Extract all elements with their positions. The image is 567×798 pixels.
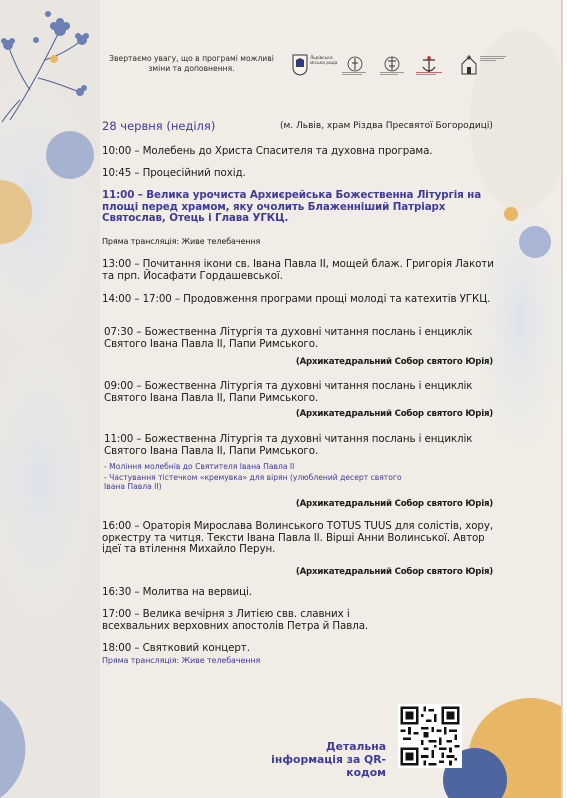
cathedral-emblem-icon [460,48,478,82]
anchor-cross-emblem-icon [420,48,438,82]
cathedral-label: (Архикатедральний Собор святого Юрія) [295,567,493,577]
cathedral-label: (Архикатедральний Собор святого Юрія) [295,409,493,419]
broadcast-note: Пряма трансляція: Живе телебачення [102,656,261,665]
church-emblem-caption [342,72,368,75]
event-date: 28 червня (неділя) [102,119,216,133]
broadcast-note: Пряма трансляція: Живе телебачення [102,237,261,246]
cross-emblem-caption [380,72,406,75]
cathedral-label: (Архикатедральний Собор святого Юрія) [295,357,493,367]
qr-code-icon[interactable] [398,704,462,768]
schedule-item: 17:00 – Велика вечірня з Литією свв. славних і всехвальних верховних апостолів Петра й Павла. [102,608,369,632]
schedule-item: 13:00 – Почитання ікони св. Івана Павла ІІ, мощей блаж. Григорія Лакоти та прп. Йосафати Гордашевської. [102,258,494,282]
lviv-coat-of-arms-icon [292,48,308,82]
schedule-item: 11:00 – Божественна Літургія та духовні читання послань і енциклік Святого Івана Павла ІІ, Папи Римського. [104,433,473,457]
partner-logos [292,48,512,82]
schedule-item: 10:00 – Молебень до Христа Спасителя та духовна програма. [102,145,433,157]
list-item: - Моління молебнів до Святителя Івана Павла ІІ [104,462,295,471]
cathedral-label: (Архикатедральний Собор святого Юрія) [295,499,493,509]
lviv-city-council-caption: Львівська міська рада [310,56,338,66]
blue-circle-left [46,131,94,179]
event-place: (м. Львів, храм Різдва Пресвятої Богородиці) [280,121,493,131]
blue-circle-right [519,226,551,258]
schedule-item: 07:30 – Божественна Літургія та духовні читання послань і енциклік Святого Івана Павла ІІ, Папи Римського. [104,326,473,350]
schedule-item: 18:00 – Святковий концерт. [102,642,250,654]
church-emblem-icon [347,48,363,82]
schedule-item: 16:00 – Ораторія Мирослава Волинського TOTUS TUUS для солістів, хору, оркестру та читця. Тексти Івана Павла ІІ. Вірші Анни Волинської. Автор ідеї та втілення Михайло Перун. [102,520,494,555]
program-change-notice: Звертаємо увагу, що в програмі можливі зміни та доповнення. [109,54,274,73]
schedule-item: 10:45 – Процесійний похід. [102,167,246,179]
anchor-cross-caption [416,72,444,75]
cathedral-emblem-caption [480,56,510,61]
cross-emblem-icon [384,48,400,82]
schedule-item: 14:00 – 17:00 – Продовження програми прощі молоді та катехитів УГКЦ. [102,293,491,305]
gold-dot-small [50,55,58,63]
list-item: - Частування тістечком «кремувка» для вірян (улюблений десерт святого Івана Павла ІІ) [104,473,402,491]
schedule-item: 16:30 – Молитва на вервиці. [102,586,252,598]
schedule-item: 09:00 – Божественна Літургія та духовні читання послань і енциклік Святого Івана Павла ІІ, Папи Римського. [104,380,473,404]
qr-caption: Детальна інформація за QR-кодом [271,740,386,779]
schedule-item-liturgy: 11:00 – Велика урочиста Архиєрейська Божественна Літургія на площі перед храмом, яку очолить Блаженніший Патріарх Святослав, Отець і Глава УГКЦ. [102,189,482,224]
